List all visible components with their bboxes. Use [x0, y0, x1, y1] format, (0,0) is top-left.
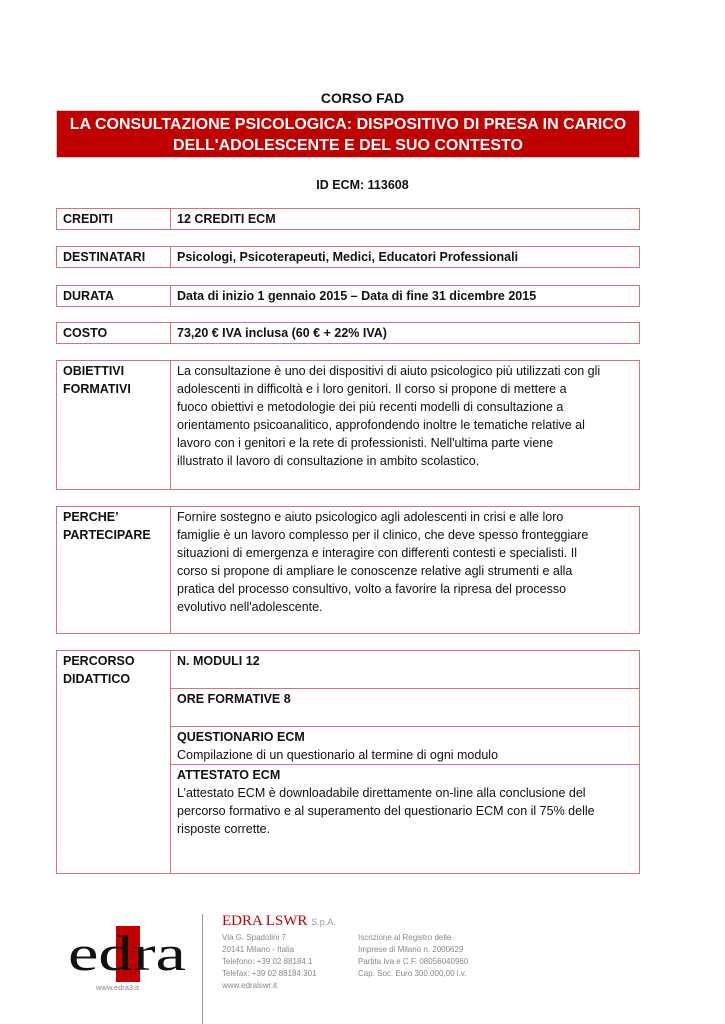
attestato-cell — [171, 765, 639, 873]
row-obiettivi-formativi — [56, 360, 640, 490]
row-value: Psicologi, Psicoterapeuti, Medici, Educatori Professionali — [177, 250, 519, 264]
questionario-text: Compilazione di un questionario al termine di ogni modulo — [177, 748, 499, 762]
text-line: lavoro con i genitori e la rete di professionisti. Nell'ultima parte viene — [177, 436, 554, 450]
course-title-line-1: LA CONSULTAZIONE PSICOLOGICA: DISPOSITIVO DI PRESA IN CARICO — [69, 116, 627, 133]
row-destinatari — [56, 246, 640, 268]
brand-name: EDRA LSWR — [222, 913, 308, 929]
text-line: famiglie è un lavoro complesso per il clinico, che deve spesso fronteggiare — [177, 528, 589, 542]
ore-cell — [171, 689, 639, 727]
row-label: DESTINATARI — [57, 247, 171, 267]
registry-line: Imprese di Milano n. 2000629 — [358, 945, 464, 954]
row-value — [171, 507, 639, 633]
attestato-title: ATTESTATO ECM — [177, 768, 281, 782]
course-title-line-2: DELL'ADOLESCENTE E DEL SUO CONTESTO — [173, 137, 523, 154]
text-line: situazioni di emergenza e interagire con differenti contesti e specialisti. Il — [177, 546, 577, 560]
registry-line: Cap. Soc. Euro 300.000,00 i.v. — [358, 969, 467, 978]
registry-line: Iscrizione al Registro delle — [358, 933, 452, 942]
questionario-cell — [171, 727, 639, 765]
ore-formative: ORE FORMATIVE 8 — [177, 692, 291, 706]
logo-text: edra — [68, 926, 186, 981]
footer-divider — [202, 914, 203, 1024]
row-label: CREDITI — [57, 209, 171, 229]
row-durata — [56, 285, 640, 307]
website-link[interactable]: www.edralswr.it — [222, 981, 278, 990]
text-line: risposte corrette. — [177, 822, 271, 836]
registry-line: Partita Iva e C.F. 08056040960 — [358, 957, 469, 966]
id-ecm: ID ECM: 113608 — [316, 178, 409, 192]
text-line: L’attestato ECM è downloadabile direttamente on-line alla conclusione del — [177, 786, 586, 800]
footer-address — [222, 932, 317, 992]
course-type: CORSO FAD — [320, 90, 405, 106]
row-perche-partecipare — [56, 506, 640, 634]
row-crediti — [56, 208, 640, 230]
label-line: OBIETTIVI — [63, 364, 125, 378]
row-costo — [56, 322, 640, 344]
label-line: PERCORSO — [63, 654, 135, 668]
text-line: illustrato il lavoro di consultazione in ambito scolastico. — [177, 454, 480, 468]
text-line: percorso formativo e al superamento del questionario ECM con il 75% delle — [177, 804, 595, 818]
row-percorso-didattico — [56, 650, 640, 874]
text-line: Fornire sostegno e aiuto psicologico agli adolescenti in crisi e alle loro — [177, 510, 564, 524]
address-line: Telefono: +39 02 88184.1 — [222, 957, 313, 966]
text-line: evolutivo nell'adolescente. — [177, 600, 323, 614]
row-label — [57, 651, 171, 873]
footer-registry — [358, 932, 468, 980]
logo-url: www.edra3.it — [96, 983, 139, 992]
text-line: corso si propone di ampliare le conoscenze relative agli strumenti e alla — [177, 564, 573, 578]
course-title-banner — [56, 110, 640, 158]
address-line: 20141 Milano - Italia — [222, 945, 295, 954]
text-line: fuoco obiettivi e metodologie dei più recenti modelli di consultazione a — [177, 400, 564, 414]
label-line: PARTECIPARE — [63, 528, 151, 542]
label-line: PERCHE’ — [63, 510, 119, 524]
row-label: DURATA — [57, 286, 171, 306]
questionario-title: QUESTIONARIO ECM — [177, 730, 305, 744]
moduli-cell — [171, 651, 639, 689]
brand-suffix: S.p.A. — [311, 917, 336, 927]
text-line: pratica del processo consultivo, volto a favorire la ripresa del processo — [177, 582, 567, 596]
address-line: Via G. Spadolini 7 — [222, 933, 286, 942]
text-line: orientamento psicoanalitico, approfondendo inoltre le tematiche relative al — [177, 418, 585, 432]
text-line: La consultazione è uno dei dispositivi di aiuto psicologico più utilizzati con gli — [177, 364, 601, 378]
row-label — [57, 507, 171, 633]
edra-logo — [68, 926, 186, 982]
label-line: DIDATTICO — [63, 672, 131, 686]
row-label — [57, 361, 171, 489]
moduli-count: N. MODULI 12 — [177, 654, 260, 668]
label-line: FORMATIVI — [63, 382, 131, 396]
footer-brand — [222, 913, 336, 930]
row-value: 73,20 € IVA inclusa (60 € + 22% IVA) — [177, 326, 387, 340]
address-line: Telefax: +39 02 88184.301 — [222, 969, 317, 978]
row-value: 12 CREDITI ECM — [177, 212, 276, 226]
text-line: adolescenti in difficoltà e i loro genitori. Il corso si propone di mettere a — [177, 382, 567, 396]
row-label: COSTO — [57, 323, 171, 343]
row-value — [171, 361, 639, 489]
row-value: Data di inizio 1 gennaio 2015 – Data di fine 31 dicembre 2015 — [177, 289, 537, 303]
